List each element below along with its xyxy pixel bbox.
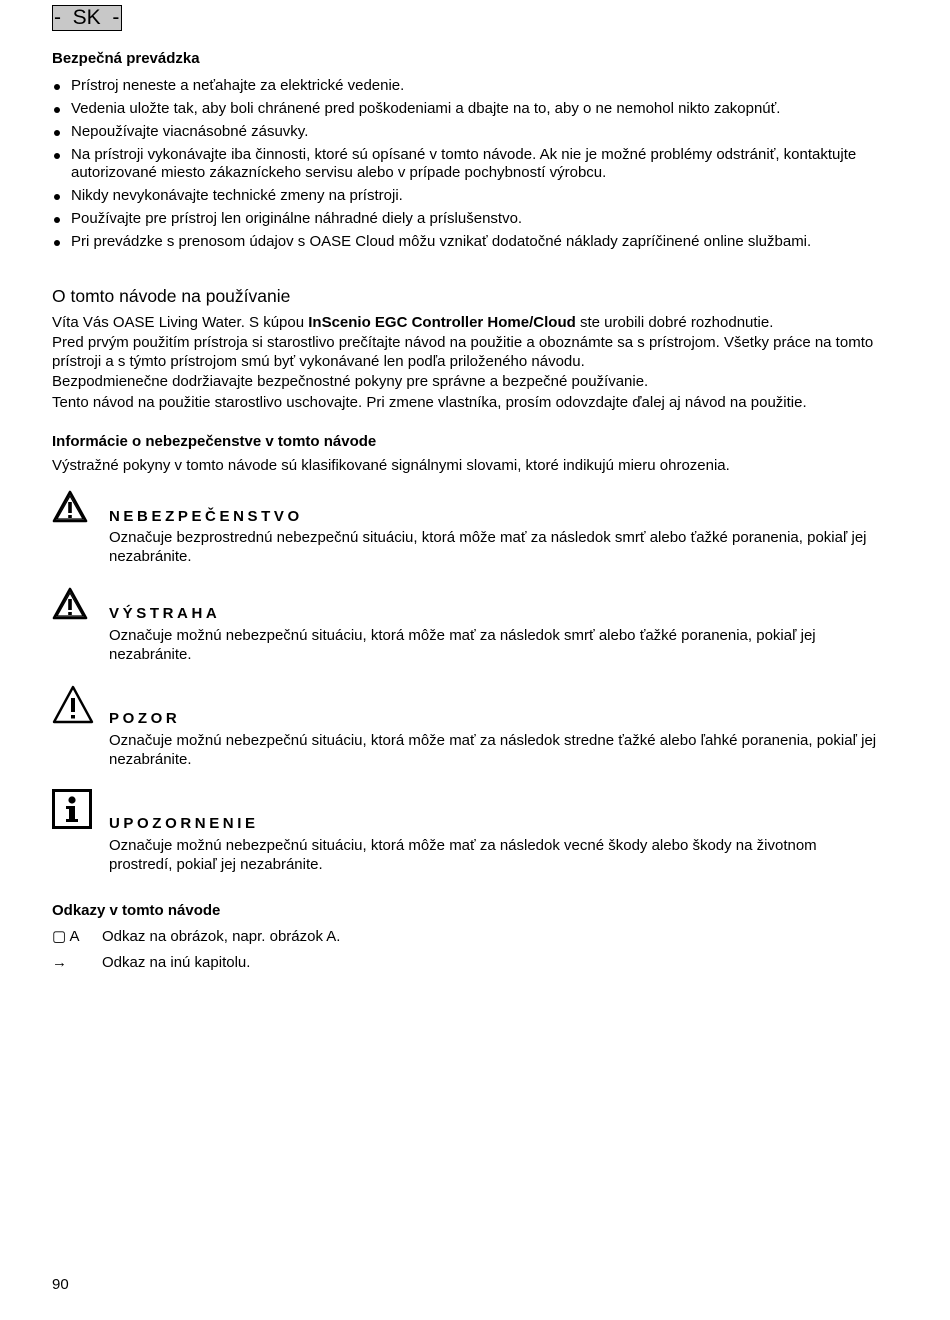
- danger-description: Označuje bezprostrednú nebezpečnú situáciu, ktorá môže mať za následok smrť alebo ťažké poranenia, pokiaľ jej nezabránite.: [109, 529, 867, 565]
- notice-description: Označuje možnú nebezpečnú situáciu, ktorá môže mať za následok vecné škody alebo škody na životnom prostredí, pokiaľ jej nezabránite.: [109, 837, 817, 873]
- danger-signal-word: NEBEZPEČENSTVO: [109, 508, 303, 525]
- warning-description: Označuje možnú nebezpečnú situáciu, ktorá môže mať za následok smrť alebo ťažké poranenia, pokiaľ jej nezabránite.: [109, 627, 816, 663]
- list-item: Používajte pre prístroj len originálne náhradné diely a príslušenstvo.: [52, 210, 902, 228]
- list-item: Nikdy nevykonávajte technické zmeny na prístroji.: [52, 187, 902, 205]
- figure-reference-icon: ▢ A: [52, 928, 80, 945]
- list-item: Nepoužívajte viacnásobné zásuvky.: [52, 123, 902, 141]
- caution-signal-word: POZOR: [109, 710, 181, 727]
- list-item: Vedenia uložte tak, aby boli chránené pred poškodeniami a dbajte na to, aby o ne nemohol nikto zakopnúť.: [52, 100, 902, 118]
- hazard-info-intro: Výstražné pokyny v tomto návode sú klasifikované signálnymi slovami, ktoré indikujú mieru ohrozenia.: [52, 457, 730, 474]
- list-item: Na prístroji vykonávajte iba činnosti, ktoré sú opísané v tomto návode. Ak nie je možné problémy odstrániť, kontaktujte autorizované miesto zákazníckeho servisu alebo v prípade pochybností výrobcu.: [52, 146, 902, 182]
- language-tab: - SK -: [52, 5, 122, 31]
- references-heading: Odkazy v tomto návode: [52, 902, 221, 919]
- caution-description: Označuje možnú nebezpečnú situáciu, ktorá môže mať za následok stredne ťažké alebo ľahké poranenia, pokiaľ jej nezabránite.: [109, 732, 877, 768]
- safety-bullet-list: [52, 77, 902, 256]
- list-item: Pri prevádzke s prenosom údajov s OASE Cloud môžu vznikať dodatočné náklady zapríčinené online službami.: [52, 233, 902, 251]
- bullet-icon: [54, 130, 60, 136]
- hazard-info-heading: Informácie o nebezpečenstve v tomto návode: [52, 433, 377, 450]
- about-paragraph-4: Tento návod na použitie starostlivo uschovajte. Pri zmene vlastníka, prosím odovzdajte ďalej aj návod na použitie.: [52, 394, 807, 411]
- reference-row: ▢ A Odkaz na obrázok, napr. obrázok A.: [52, 928, 341, 945]
- bullet-icon: [54, 107, 60, 113]
- warning-triangle-icon: [52, 587, 88, 621]
- bullet-icon: [54, 194, 60, 200]
- safe-operation-heading: Bezpečná prevádzka: [52, 50, 200, 67]
- about-paragraph-3: Bezpodmienečne dodržiavajte bezpečnostné pokyny pre správne a bezpečné používanie.: [52, 373, 649, 390]
- product-name: InScenio EGC Controller Home/Cloud: [308, 314, 576, 331]
- warning-triangle-icon: [52, 685, 94, 725]
- list-item: Prístroj neneste a neťahajte za elektrické vedenie.: [52, 77, 902, 95]
- about-manual-heading: O tomto návode na používanie: [52, 286, 291, 306]
- warning-signal-word: VÝSTRAHA: [109, 605, 221, 622]
- bullet-icon: [54, 153, 60, 159]
- bullet-icon: [54, 217, 60, 223]
- notice-signal-word: UPOZORNENIE: [109, 815, 259, 832]
- about-paragraph-2: Pred prvým použitím prístroja si starostlivo prečítajte návod na použitie a oboznámte sa s prístrojom. Všetky práce na tomto prístroji a s týmto prístrojom smú byť vykonávané len podľa priloženého návodu.: [52, 334, 874, 370]
- reference-row: → Odkaz na inú kapitolu.: [52, 954, 251, 971]
- bullet-icon: [54, 84, 60, 90]
- warning-triangle-icon: [52, 490, 88, 524]
- about-paragraph-1: Víta Vás OASE Living Water. S kúpou InScenio EGC Controller Home/Cloud ste urobili dobré rozhodnutie.: [52, 314, 774, 331]
- page-number: 90: [52, 1276, 69, 1293]
- bullet-icon: [54, 240, 60, 246]
- arrow-right-icon: →: [52, 954, 67, 971]
- info-icon: [52, 789, 92, 829]
